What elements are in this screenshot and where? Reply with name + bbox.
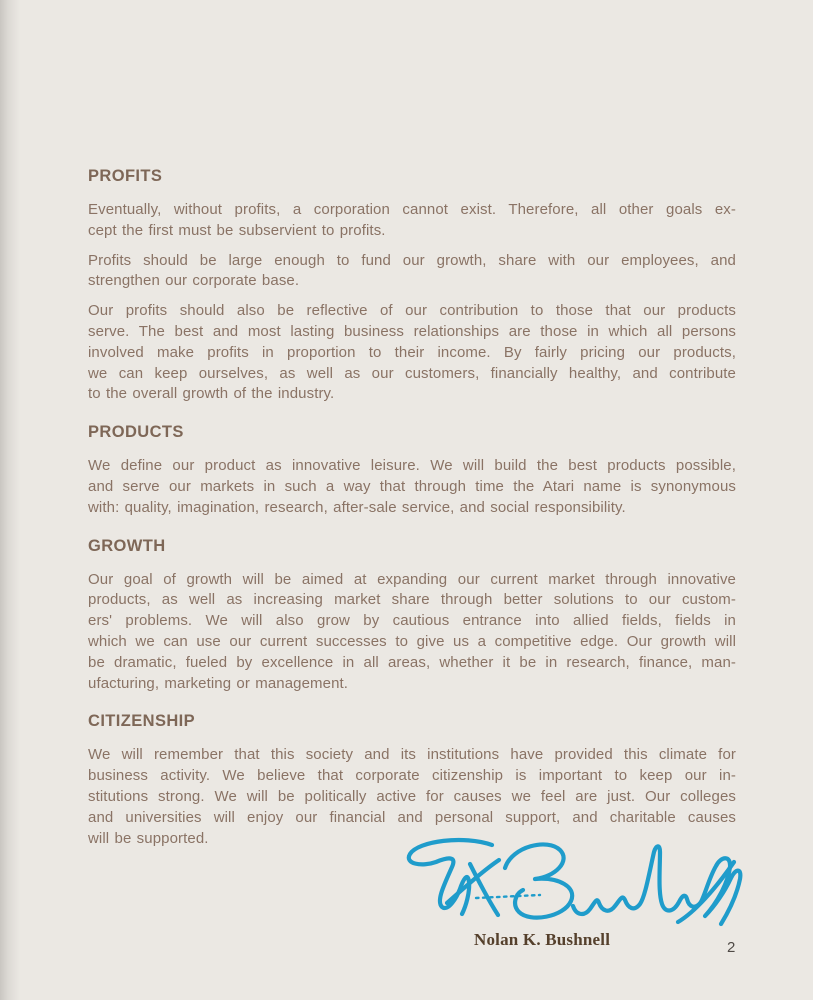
text-line: which we can use our current successes to give us a competitive edge. Our growth will [88,632,736,650]
text-line: cept the first must be subservient to profits. [88,221,386,239]
paragraph [88,200,736,242]
section-profits [88,165,736,405]
text-line: will be supported. [88,829,209,847]
text-line: We define our product as innovative leisure. We will build the best products possible, [88,457,736,475]
text-line: and serve our markets in such a way that through time the Atari name is synonymous [88,477,736,495]
text-line: involved make profits in proportion to their income. By fairly pricing our products, [88,343,736,361]
paragraph [88,570,736,695]
text-line: we can keep ourselves, as well as our customers, financially healthy, and contribute [88,364,736,382]
section-heading-citizenship: CITIZENSHIP [88,712,196,731]
page-number: 2 [727,939,736,956]
text-line: Profits should be large enough to fund our growth, share with our employees, and [88,251,736,269]
signature-block [392,836,748,934]
text-line: Our profits should also be reflective of our contribution to those that our products [88,302,736,320]
handwritten-signature-icon [392,836,748,934]
section-heading-growth: GROWTH [88,536,166,555]
section-growth [88,535,736,695]
text-line: with: quality, imagination, research, after-sale service, and social responsibility. [88,498,626,516]
page-content [88,165,736,858]
text-line: business activity. We believe that corporate citizenship is important to keep our in- [88,767,736,785]
text-line: We will remember that this society and its institutions have provided this climate for [88,746,736,764]
text-line: ers' problems. We will also grow by cautious entrance into allied fields, fields in [88,612,736,630]
paragraph [88,251,736,293]
paragraph [88,745,736,849]
text-line: strengthen our corporate base. [88,272,300,290]
text-line: Eventually, without profits, a corporation cannot exist. Therefore, all other goals ex- [88,201,736,218]
text-line: stitutions strong. We will be politically active for causes we feel are just. Our colleges [88,787,736,805]
text-line: be dramatic, fueled by excellence in all areas, whether it be in research, finance, man- [88,653,736,671]
text-line: Our goal of growth will be aimed at expanding our current market through innovative [88,570,736,588]
signer-name: Nolan K. Bushnell [474,930,611,949]
text-line: ufacturing, marketing or management. [88,674,349,692]
section-products [88,421,736,518]
text-line: serve. The best and most lasting business relationships are those in which all persons [88,322,736,340]
page-edge-shadow [0,0,20,1000]
text-line: to the overall growth of the industry. [88,385,335,403]
section-citizenship [88,710,736,849]
text-line: and universities will enjoy our financial and personal support, and charitable causes [88,808,736,826]
section-heading-profits: PROFITS [88,167,163,185]
paragraph [88,456,736,518]
paragraph [88,301,736,405]
section-heading-products: PRODUCTS [88,423,184,442]
text-line: products, as well as increasing market share through better solutions to our custom- [88,591,736,609]
